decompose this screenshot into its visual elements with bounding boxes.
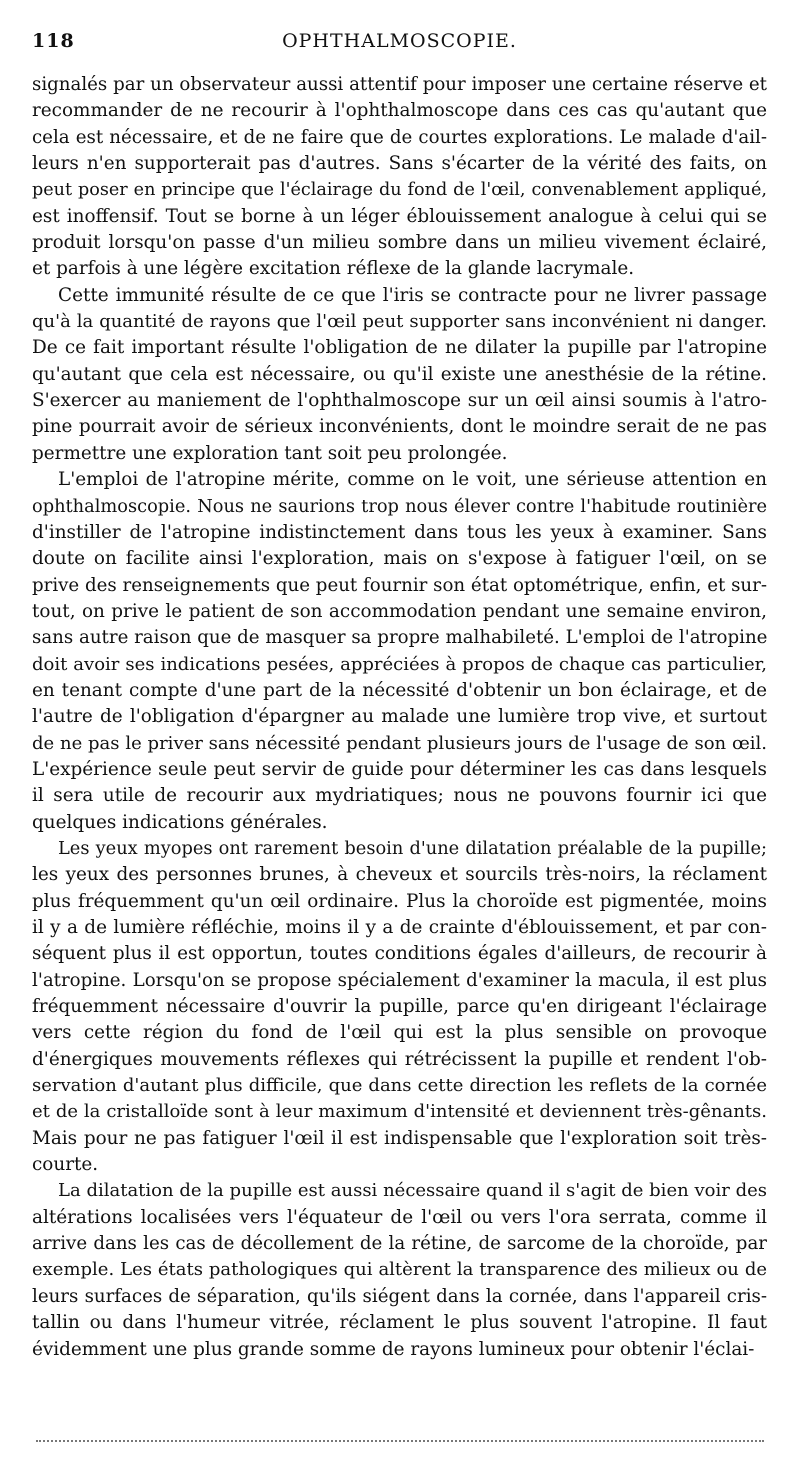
book-page <box>32 30 768 1360</box>
text-line: quelques indications générales. <box>32 811 328 833</box>
text-line: doute on facilite ainsi l'exploration, mais on s'expose à fatiguer l'œil, on se <box>32 548 767 570</box>
text-line: arrive dans les cas de décollement de la rétine, de sarcome de la choroïde, par <box>32 1233 767 1255</box>
text-line: Mais pour ne pas fatiguer l'œil il est indispensable que l'exploration soit très- <box>32 1127 767 1149</box>
text-line: il y a de lumière réfléchie, moins il y a de crainte d'éblouissement, et par con- <box>32 917 767 938</box>
text-line: produit lorsqu'on passe d'un milieu sombre dans un milieu vivement éclairé, <box>32 232 767 254</box>
text-line: l'autre de l'obligation d'épargner au malade une lumière trop vive, et surtout <box>32 706 767 728</box>
text-line: cela est nécessaire, et de ne faire que de courtes explorations. Le malade d'ail- <box>32 126 767 148</box>
text-line: il sera utile de recourir aux mydriatiques; nous ne pouvons fournir ici que <box>32 785 767 807</box>
text-line: doit avoir ses indications pesées, appréciées à propos de chaque cas particulier, <box>32 653 767 675</box>
footer-dotted-rule <box>36 1440 764 1442</box>
text-line: et de la cristalloïde sont à leur maximum d'intensité et deviennent très-gênants. <box>32 1101 767 1123</box>
paragraph <box>32 283 767 467</box>
text-line: Les yeux myopes ont rarement besoin d'une dilatation préalable de la pupille; <box>58 837 767 859</box>
text-line: courte. <box>32 1154 99 1176</box>
text-line: tout, on prive le patient de son accommodation pendant une semaine environ, <box>32 600 767 622</box>
text-line: peut poser en principe que l'éclairage du fond de l'œil, convenablement appliqué, <box>32 180 767 201</box>
text-line: L'expérience seule peut servir de guide pour déterminer les cas dans lesquels <box>32 758 767 780</box>
paragraph <box>32 836 767 1178</box>
text-line: vers cette région du fond de l'œil qui est la plus sensible on provoque <box>32 1022 767 1044</box>
text-line: prive des renseignements que peut fournir son état optométrique, enfin, et sur- <box>32 574 767 596</box>
text-line: d'énergiques mouvements réflexes qui rétrécissent la pupille et rendent l'ob- <box>32 1048 767 1070</box>
text-line: sans autre raison que de masquer sa propre malhabileté. L'emploi de l'atropine <box>32 627 768 649</box>
paragraph <box>32 1178 767 1362</box>
text-line: évidemment une plus grande somme de rayons lumineux pour obtenir l'éclai- <box>32 1338 755 1360</box>
text-line: et parfois à une légère excitation réflexe de la glande lacrymale. <box>32 258 635 280</box>
paragraph <box>32 72 767 283</box>
text-line: altérations localisées vers l'équateur de l'œil ou vers l'ora serrata, comme il <box>32 1206 767 1228</box>
page-number: 118 <box>32 30 75 52</box>
running-head <box>32 30 767 60</box>
text-line: signalés par un observateur aussi attentif pour imposer une certaine réserve et <box>32 74 767 95</box>
text-line: est inoffensif. Tout se borne à un léger éblouissement analogue à celui qui se <box>32 205 767 227</box>
text-line: L'emploi de l'atropine mérite, comme on le voit, une sérieuse attention en <box>58 469 767 491</box>
text-line: S'exercer au maniement de l'ophthalmoscope sur un œil ainsi soumis à l'atro- <box>32 390 767 412</box>
body-text <box>32 72 767 1363</box>
text-line: servation d'autant plus difficile, que dans cette direction les reflets de la cornée <box>32 1075 767 1097</box>
text-line: de ne pas le priver sans nécessité pendant plusieurs jours de l'usage de son œil. <box>32 732 767 754</box>
text-line: les yeux des personnes brunes, à cheveux et sourcils très-noirs, la réclament <box>32 864 767 886</box>
text-line: De ce fait important résulte l'obligation de ne dilater la pupille par l'atropine <box>32 337 767 359</box>
text-line: d'instiller de l'atropine indistinctement dans tous les yeux à examiner. Sans <box>32 521 767 543</box>
text-line: qu'autant que cela est nécessaire, ou qu'il existe une anesthésie de la rétine. <box>32 363 767 385</box>
text-line: recommander de ne recourir à l'ophthalmoscope dans ces cas qu'autant que <box>32 100 767 122</box>
text-line: qu'à la quantité de rayons que l'œil peut supporter sans inconvénient ni danger. <box>32 311 767 333</box>
text-line: tallin ou dans l'humeur vitrée, réclament le plus souvent l'atropine. Il faut <box>32 1312 767 1334</box>
text-line: l'atropine. Lorsqu'on se propose spécialement d'examiner la macula, il est plus <box>32 969 767 991</box>
text-line: leurs n'en supporterait pas d'autres. Sans s'écarter de la vérité des faits, on <box>32 153 767 175</box>
paragraph <box>32 467 767 836</box>
text-line: pine pourrait avoir de sérieux inconvénients, dont le moindre serait de ne pas <box>32 416 767 438</box>
text-line: exemple. Les états pathologiques qui altèrent la transparence des milieux ou de <box>32 1259 767 1281</box>
text-line: La dilatation de la pupille est aussi nécessaire quand il s'agit de bien voir des <box>58 1180 767 1202</box>
text-line: en tenant compte d'une part de la nécessité d'obtenir un bon éclairage, et de <box>32 679 767 701</box>
text-line: séquent plus il est opportun, toutes conditions égales d'ailleurs, de recourir à <box>32 943 767 965</box>
text-line: Cette immunité résulte de ce que l'iris se contracte pour ne livrer passage <box>58 284 767 306</box>
text-line: fréquemment nécessaire d'ouvrir la pupille, parce qu'en dirigeant l'éclairage <box>32 996 767 1018</box>
text-line: plus fréquemment qu'un œil ordinaire. Plus la choroïde est pigmentée, moins <box>32 890 767 912</box>
text-line: leurs surfaces de séparation, qu'ils siégent dans la cornée, dans l'appareil cris- <box>32 1285 767 1307</box>
text-line: ophthalmoscopie. Nous ne saurions trop nous élever contre l'habitude routinière <box>32 495 767 517</box>
running-title: OPHTHALMOSCOPIE. <box>282 30 517 52</box>
text-line: permettre une exploration tant soit peu prolongée. <box>32 442 508 464</box>
